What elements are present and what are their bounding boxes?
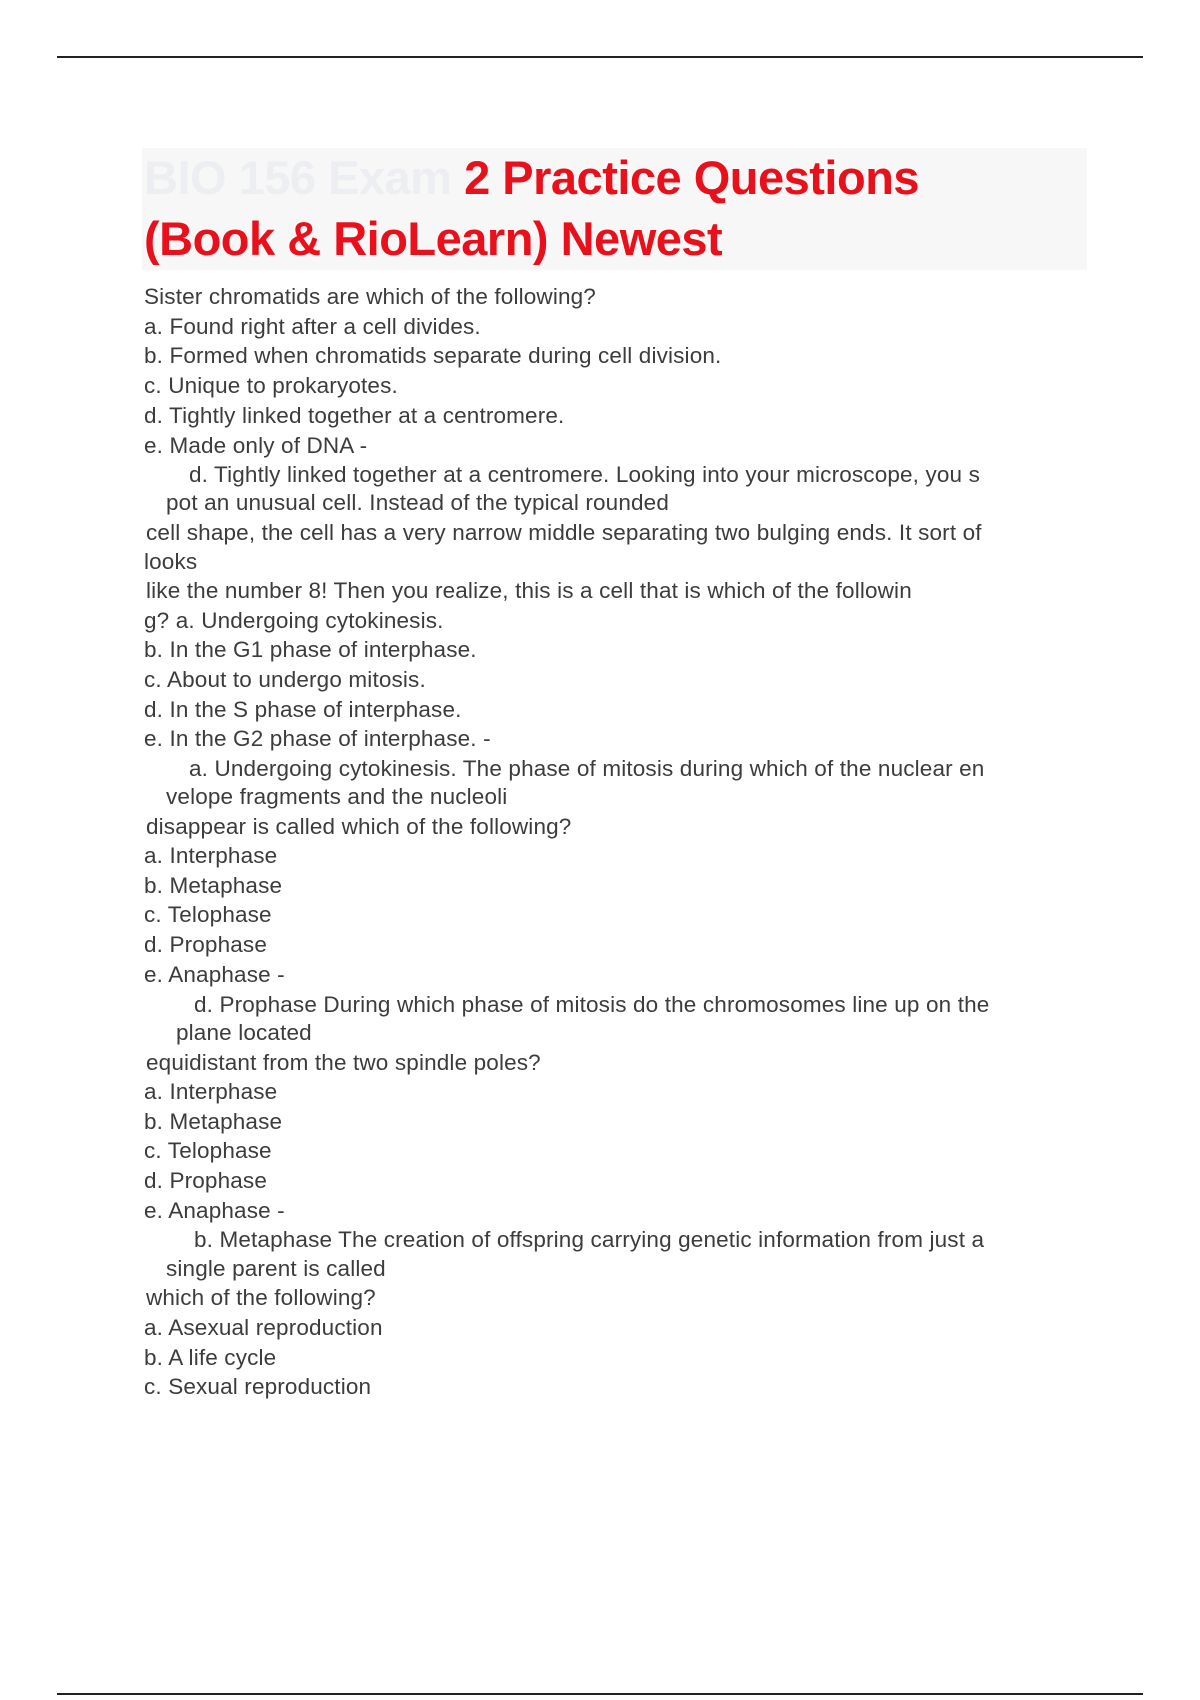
text-line: like the number 8! Then you realize, this is a cell that is which of the followin (146, 578, 912, 603)
text-line: c. Telophase (144, 1138, 272, 1163)
text-line: disappear is called which of the following? (146, 814, 572, 839)
text-line: d. Tightly linked together at a centromere. (144, 403, 565, 428)
text-line: d. Prophase (144, 1168, 267, 1193)
text-line: c. Telophase (144, 902, 272, 927)
text-line: single parent is called (166, 1256, 386, 1281)
answer-line: a. Undergoing cytokinesis. The phase of mitosis during which of the nuclear en (189, 756, 985, 781)
text-line: e. Anaphase - (144, 962, 285, 987)
text-line: c. About to undergo mitosis. (144, 667, 426, 692)
text-line: a. Found right after a cell divides. (144, 314, 481, 339)
text-line: cell shape, the cell has a very narrow middle separating two bulging ends. It sort of (146, 520, 982, 545)
text-line: c. Unique to prokaryotes. (144, 373, 398, 398)
text-line: e. In the G2 phase of interphase. - (144, 726, 491, 751)
text-line: Sister chromatids are which of the following? (144, 284, 596, 309)
text-line: c. Sexual reproduction (144, 1374, 372, 1399)
title-main-text: 2 Practice Questions (464, 151, 920, 204)
document-title-line-2: (Book & RioLearn) Newest (144, 212, 723, 265)
text-line: b. Formed when chromatids separate during cell division. (144, 343, 722, 368)
answer-line: d. Tightly linked together at a centromere. Looking into your microscope, you s (189, 462, 981, 487)
text-line: b. In the G1 phase of interphase. (144, 637, 477, 662)
title-faded-prefix: BIO 156 Exam (144, 151, 465, 204)
text-line: looks (144, 549, 198, 574)
text-line: g? a. Undergoing cytokinesis. (144, 608, 444, 633)
answer-line: b. Metaphase The creation of offspring carrying genetic information from just a (194, 1227, 985, 1252)
answer-line: d. Prophase During which phase of mitosis do the chromosomes line up on the (194, 992, 990, 1017)
text-line: e. Anaphase - (144, 1198, 285, 1223)
text-line: a. Asexual reproduction (144, 1315, 383, 1340)
text-line: b. A life cycle (144, 1345, 277, 1370)
text-line: a. Interphase (144, 1079, 278, 1104)
text-line: e. Made only of DNA - (144, 433, 368, 458)
text-line: a. Interphase (144, 843, 278, 868)
text-line: velope fragments and the nucleoli (166, 784, 508, 809)
text-line: pot an unusual cell. Instead of the typical rounded (166, 490, 669, 515)
bottom-rule (57, 1693, 1143, 1695)
text-line: equidistant from the two spindle poles? (146, 1050, 541, 1075)
text-line: b. Metaphase (144, 873, 283, 898)
text-line: b. Metaphase (144, 1109, 283, 1134)
text-line: plane located (176, 1020, 312, 1045)
text-line: which of the following? (146, 1285, 376, 1310)
text-line: d. Prophase (144, 932, 267, 957)
text-line: d. In the S phase of interphase. (144, 697, 462, 722)
